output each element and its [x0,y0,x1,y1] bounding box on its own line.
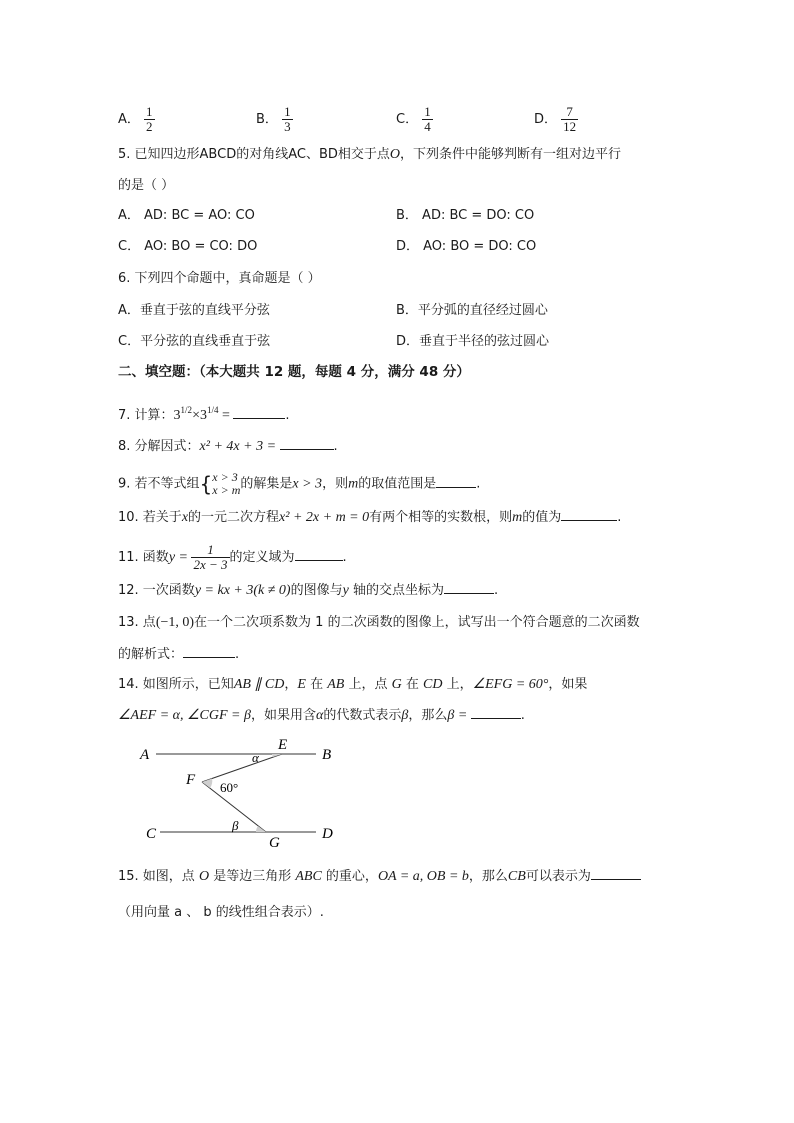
q5-stem-line2: 的是（ ） [118,178,175,193]
fraction: $\frac{1}{3}$ [284,104,291,134]
label-alpha: α [252,750,259,765]
q15-line1: 15. 如图，点 O 是等边三角形 ABC 的重心，OA = a, OB = b，那么CB可以表示为 [118,867,641,887]
answer-blank[interactable] [280,437,334,450]
answer-blank[interactable] [436,475,476,488]
fraction: $\frac{1}{2x - 3}$ [193,542,228,572]
q6-option-c: C．平分弦的直线垂直于弦 [118,334,271,349]
q6-option-a: A．垂直于弦的直线平分弦 [118,303,270,318]
segment-ef [202,754,282,782]
q5-option-b: B． AD: BC = DO: CO [396,208,535,223]
q5-option-c: C． AO: BO = CO: DO [118,239,258,254]
answer-blank[interactable] [233,406,285,419]
parallel-lines-figure [130,732,360,852]
fraction: $\frac{1}{4}$ [424,104,431,134]
label-c: C [146,826,157,842]
q12-line: 12. 一次函数y = kx + 3(k ≠ 0)的图像与y 轴的交点坐标为 . [118,583,499,598]
q8-line: 8. 分解因式：x² + 4x + 3 = . [118,439,338,454]
label-beta: β [232,818,239,833]
q4-option-d: D． $\frac{7}{12}$ [534,104,577,134]
label-60: 60° [220,780,239,795]
label-d: D [322,826,333,842]
inequality-system: x > 3 x > m [212,470,241,497]
q5-option-d: D． AO: BO = DO: CO [396,239,537,254]
q7-line: 7. 计算：$3^{1/2}\times 3^{1/4}$ = . [118,405,290,423]
q5-stem-line1: 5. 已知四边形ABCD的对角线AC、BD相交于点O，下列条件中能够判断有一组对边平行 [118,147,622,162]
q14-line2: ∠AEF = α, ∠CGF = β，如果用含α的代数式表示β，那么β = . [118,708,525,723]
angle-beta-marker [256,826,266,832]
label-e: E [278,737,288,753]
fraction: $\frac{1}{2}$ [146,104,153,134]
fraction: $\frac{7}{12}$ [563,104,577,134]
label-b: B [322,747,332,763]
answer-blank[interactable] [444,581,494,594]
q15-line2: （用向量 a 、 b 的线性组合表示）. [118,905,324,920]
label-f: F [186,772,196,788]
q14-line1: 14. 如图所示，已知AB ∥ CD，E 在 AB 上，点 G 在 CD 上，∠EFG = 60°，如果 [118,677,588,692]
brace: { [199,472,213,496]
answer-blank[interactable] [561,508,617,521]
q6-stem: 6. 下列四个命题中，真命题是（ ） [118,271,321,286]
answer-blank[interactable] [471,706,521,719]
q13-line1: 13. 点(−1, 0)在一个二次项系数为 1 的二次函数的图像上，试写出一个符合题意的二次函数 [118,615,640,630]
q4-option-c: C． $\frac{1}{4}$ [396,104,431,134]
q13-line2: 的解析式： . [118,647,240,662]
q6-option-b: B．平分弧的直径经过圆心 [396,303,548,318]
answer-blank[interactable] [591,867,641,880]
answer-blank[interactable] [295,548,343,561]
q4-option-a: A． $\frac{1}{2}$ [118,104,153,134]
angle-alpha-marker [272,754,282,757]
answer-blank[interactable] [183,645,235,658]
q10-line: 10. 若关于x的一元二次方程x² + 2x + m = 0有两个相等的实数根，则m的值为 . [118,510,622,525]
q5-option-a: A． AD: BC = AO: CO [118,208,255,223]
label-g: G [269,835,280,851]
q4-option-b: B． $\frac{1}{3}$ [256,104,291,134]
q9-line: 9. 若不等式组{ x > 3 x > m 的解集是x > 3，则m的取值范围是 . [118,470,481,497]
section-heading: 二、填空题：（本大题共 12 题，每题 4 分，满分 48 分） [118,364,470,380]
q11-line: 11. 函数y = $\frac{1}{2x - 3}$ 的定义域为 . [118,542,347,572]
q6-option-d: D．垂直于半径的弦过圆心 [396,334,550,349]
label-a: A [140,747,150,763]
